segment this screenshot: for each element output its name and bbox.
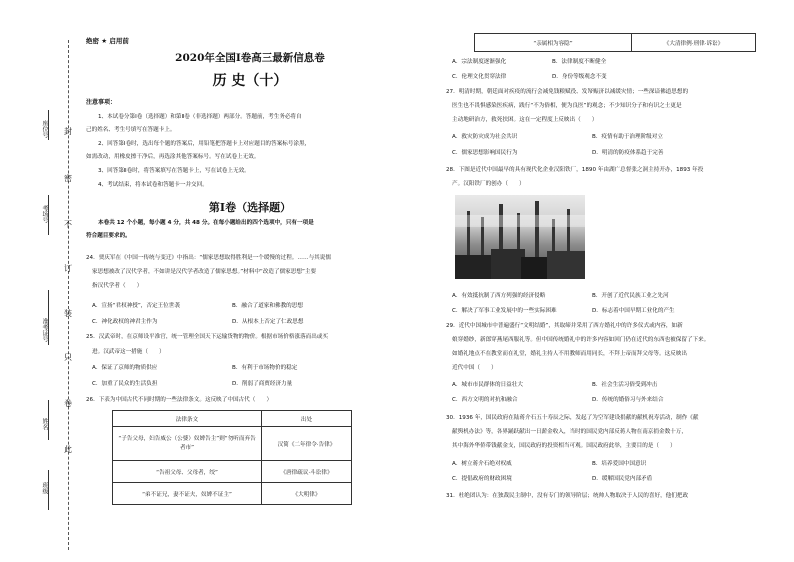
q26-stem: 26．下表为中国古代不同时期的一些法律条文。这反映了中国古代（ ） [86,397,273,403]
q29-option-d[interactable]: D．传统的婚俗习与外来结合 [592,397,664,403]
notes-line-1: 1、本试卷分第Ⅰ卷（选择题）和第Ⅱ卷（非选择题）两部分。答题前，考生务必将自 [98,114,302,120]
margin-char-8: 此 [64,445,72,454]
q25-option-c[interactable]: C．加重了民众的生活负担 [92,381,158,387]
q27-option-b[interactable]: B．疫情有助于治理阶级对立 [592,134,663,140]
part1-intro-2: 符合题目要求的。 [86,233,131,239]
table-header-law: 法律条文 [113,411,262,427]
q30-stem-1: 30．1936 年，国民政府在陆蒋介石五十寿辰之际，发起了为空军建设捐献的献机祝寿活动，制作《献 [446,415,699,421]
class-line [48,470,49,510]
margin-char-6: 只 [64,353,72,362]
q27-option-a[interactable]: A．救灾防灾成为社会共识 [452,134,518,140]
name-label: 姓名 [41,418,48,430]
q25-option-d[interactable]: D．削弱了商贾经济力量 [232,381,293,387]
exam-room-label: 考场号 [41,205,48,223]
q30-option-a[interactable]: A．树立蒋介石绝对权威 [452,461,512,467]
table-row-3-source: 《大明律》 [262,483,352,505]
notes-line-3: 2、回答第Ⅰ卷时，选出每个题的答案后，用铅笔把答题卡上对应题目的答案标号涂黑， [98,141,311,147]
q25-option-a[interactable]: A．保证了京师的物质供应 [92,365,158,371]
margin-char-4: 订 [64,264,72,273]
table-row-1-law: “子告父母，妇告威公（公婆）奴婢告主”则“勿听而弃告者市” [113,427,262,461]
q30-stem-2: 献舆机办法》等，各界踊跃献出一日薪金收入，当时的国民党内部反蒋人物在南京捐金数十万， [452,429,687,435]
q27-stem-1: 27．明清时期，朝廷面对疾疫的流行会减免钱粮赋役、发帑赈济以减缓灾情；一些深谙佛道思想的 [446,89,689,95]
margin-char-1: 封 [64,127,72,136]
margin-char-7: 卷 [64,399,72,408]
table-row-2-law: “告祖父母、父母者，绞” [113,461,262,483]
q26-option-d[interactable]: D．身份等级观念不变 [552,74,607,80]
notes-heading: 注意事项： [86,99,117,106]
q26-option-c[interactable]: C．伦理文化贯穿法律 [452,74,507,80]
q24-option-a[interactable]: A．宣扬“君权神授”，否定王位世袭 [92,303,180,309]
q30-option-c[interactable]: C．提倡政府的财政困境 [452,476,512,482]
secret-label: 绝密 ★ 启用前 [86,37,129,45]
exam-title: 2020年全国Ⅰ卷高三最新信息卷 [175,52,325,64]
q26-option-b[interactable]: B．法律制度不断健全 [552,59,607,65]
table-row-3-law: “弟不证兄，妻不证夫，奴婢不证主” [113,483,262,505]
q24-stem-1: 24．贾庆军在《中国一传统与变迁》中指出：“儒家思想取得胜利是一个缓慢的过程。……与其说儒 [86,255,331,261]
q29-option-c[interactable]: C．西方文明的对抗和融合 [452,397,518,403]
q25-stem-1: 25．汉武帝时，在京师设平准官，统一管理全国天下运输货物的物价。根据市场价格涨落而出或买 [86,334,329,340]
subject-title: 历 史（十） [212,73,288,89]
q24-option-c[interactable]: C．神化政权的神君主作为 [92,319,158,325]
q29-option-a[interactable]: A．城市市民群体的日益壮大 [452,382,523,388]
table-row-1-source: 汉简《二年律令·告律》 [262,427,352,461]
class-label: 班级 [41,482,48,494]
margin-char-2: 密 [64,174,72,183]
q27-stem-3: 主动地研治方，救死扶困。这在一定程度上反映出（ ） [452,117,598,123]
q26-option-a[interactable]: A．宗法制度逐渐强化 [452,59,507,65]
q26-law-table [112,410,352,505]
q30-option-b[interactable]: B．培养爱国中国意识 [592,461,647,467]
q28-stem-2: 产。汉阳铁厂的创办（ ） [452,181,525,187]
q24-option-b[interactable]: B．融合了道家和佛教的思想 [232,303,303,309]
q27-option-d[interactable]: D．明清的防疫体系趋于完善 [592,150,664,156]
q27-stem-2: 医生也不畏惧感染医疾病，践行“不为俗相，便为良医”的观念；不少知识分子和有识之士更是 [452,103,682,109]
table-header-source: 出处 [262,411,352,427]
q30-option-d[interactable]: D．缓解国民党内部矛盾 [592,476,653,482]
q28-option-a[interactable]: A．有效抵抗制了西方列强的经济侵略 [452,293,546,299]
q28-option-c[interactable]: C．解决了军事工业发展中的一些实际困难 [452,308,557,314]
q29-stem-2: 娘穿婚纱，新郎穿燕尾西服礼等。但中国传统婚礼中的许多内容如回门仍在近代的东西也被保留了下来。 [452,337,710,343]
hanyang-ironworks-photo [455,195,585,279]
q24-stem-2: 家思想被改了汉代学者，不如讲是汉代学者改造了儒家思想。”材料中“改造了儒家思想”主要 [92,269,317,275]
q26-law-table-continued [474,33,756,52]
notes-line-5: 3、回答第Ⅱ卷时，将答案填写在答题卡上，写在试卷上无效。 [98,168,250,174]
margin-char-5: 装 [64,309,72,318]
q29-stem-3: 如婚礼地点不在教堂而在礼堂，婚礼主持人不用教师而用同长，不拜上帝而拜父母等。这反映出 [452,351,687,357]
binding-line [68,40,69,550]
table-row-4-law: “亲属相为容隐” [475,34,632,52]
q24-option-d[interactable]: D．从根本上否定了仁政思想 [232,319,304,325]
q28-option-d[interactable]: D．标志着中国早期工业化的产生 [592,308,675,314]
table-row-4-source: 《大清律例·刑律·诉讼》 [632,34,756,52]
q31-stem: 31．杜绝团认为：在独裁民主制中，没有专门的领导阶层；统帅人物取决于人民的喜好，他们把政 [446,493,689,499]
ticket-number-label: 准考证号 [41,318,48,342]
q29-stem-1: 29．近代中国城市中普遍盛行“文明结婚”，其取缔并采用了西方婚礼中的许多仪式或内容，如新 [446,323,683,329]
margin-char-3: 不 [64,220,72,229]
notes-line-6: 4、考试结束，将本试卷和答题卡一并交回。 [98,182,208,188]
notes-line-2: 己的姓名、考生号填写在答题卡上。 [86,127,176,133]
q27-option-c[interactable]: C．儒家思想影响国民行为 [452,150,518,156]
q30-stem-3: 其中海外华侨带钱献金支，国民政府的投资相当可观。国民政府此举，主要目的是（ ） [452,443,676,449]
part1-intro-1: 本卷共 12 个小题，每小题 4 分，共 48 分。在每小题给出的四个选项中，只有一项是 [98,220,314,226]
seat-number-label: 座位号 [41,120,48,138]
seat-number-line [48,110,49,140]
q25-option-b[interactable]: B．有利于市场物价的稳定 [232,365,298,371]
part1-title: 第Ⅰ卷（选择题） [208,201,292,214]
q29-stem-4: 近代中国（ ） [452,365,497,371]
notes-line-4: 如需改动，用橡皮擦干净后，再选涂其他答案标号。写在试卷上无效。 [86,154,260,160]
table-row-2-source: 《唐律疏议·斗讼律》 [262,461,352,483]
q25-stem-2: 进。汉武帝这一措施（ ） [92,349,165,355]
q28-option-b[interactable]: B．开创了近代民族工业之先河 [592,293,669,299]
name-line [48,400,49,440]
q29-option-b[interactable]: B．社会生活习俗受到冲击 [592,382,658,388]
q28-stem-1: 28．下图是近代中国最早的具有现代化企业汉阳铁厂，1890 年由湖广总督张之洞主持开办，1893 年投 [446,167,704,173]
ticket-number-line [48,290,49,345]
q24-stem-3: 指汉代学者（ ） [92,283,143,289]
